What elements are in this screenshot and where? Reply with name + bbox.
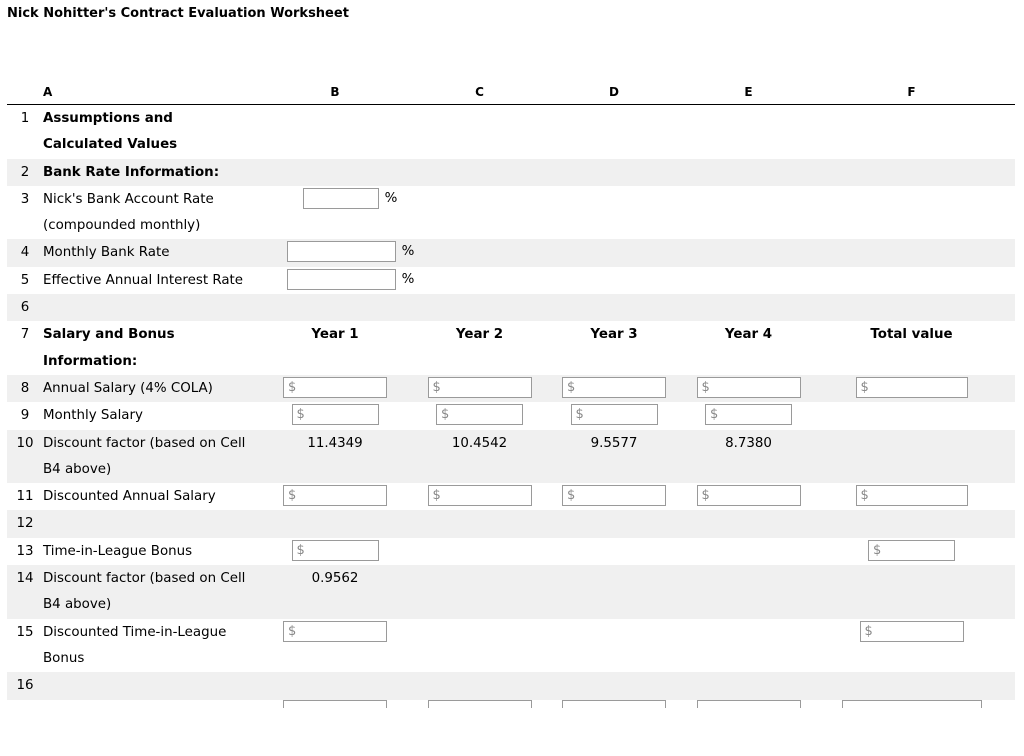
row-label: Nick's Bank Account Rate (compounded monthly): [43, 191, 214, 234]
percent-unit: %: [401, 271, 415, 287]
year-3-header: Year 3: [590, 327, 638, 343]
table-row: [7, 267, 1015, 294]
year-2-header: Year 2: [455, 327, 504, 343]
time-in-league-bonus-total-input[interactable]: $: [868, 540, 955, 561]
discounted-bonus-total-input[interactable]: $: [860, 621, 964, 642]
year-1-header: Year 1: [311, 327, 359, 343]
column-header-a: A: [43, 80, 250, 105]
table-row: [7, 239, 1015, 266]
table-row: [7, 538, 1015, 565]
column-header-d: D: [539, 80, 689, 105]
row-number: 15: [16, 624, 34, 640]
table-row: [7, 619, 1015, 673]
table-row: [7, 375, 1015, 402]
discounted-salary-total-input[interactable]: $: [856, 485, 968, 506]
table-row: [7, 186, 1015, 240]
row-label: Bank Rate Information:: [43, 159, 250, 186]
row-number: 3: [20, 191, 30, 207]
row-label: Monthly Bank Rate: [43, 239, 250, 266]
monthly-bank-rate-input[interactable]: [287, 241, 396, 262]
row-number: 8: [7, 375, 43, 402]
row-number: 2: [7, 159, 43, 186]
table-row: [7, 430, 1015, 484]
row-number: 13: [16, 543, 34, 559]
table-row: [7, 510, 1015, 537]
table-row: [7, 565, 1015, 619]
bonus-discount-factor-year1: 0.9562: [250, 565, 420, 619]
monthly-salary-year2-input[interactable]: $: [436, 404, 523, 425]
discounted-salary-year2-input[interactable]: $: [428, 485, 532, 506]
table-row: [7, 672, 1015, 699]
row-number: 1: [20, 111, 30, 126]
row-number: 12: [7, 510, 43, 537]
row-number: 11: [16, 489, 34, 505]
monthly-salary-year4-input[interactable]: $: [705, 404, 792, 425]
table-row: [7, 159, 1015, 186]
row-label: Salary and Bonus Information:: [43, 327, 175, 369]
row-number: 16: [7, 672, 43, 699]
row-label: Monthly Salary: [43, 408, 143, 424]
discounted-salary-year1-input[interactable]: $: [283, 485, 387, 506]
row-label: Assumptions and Calculated Values: [43, 111, 178, 153]
annual-salary-year4-input[interactable]: $: [697, 377, 801, 398]
year-4-header: Year 4: [724, 327, 773, 343]
monthly-salary-year1-input[interactable]: $: [292, 404, 379, 425]
row-label: Discounted Annual Salary: [43, 489, 216, 505]
table-row: [7, 321, 1015, 375]
discount-factor-year2: 10.4542: [420, 430, 539, 484]
discount-factor-year1: 11.4349: [250, 430, 420, 484]
table-row: [7, 483, 1015, 510]
bank-account-rate-input[interactable]: [303, 188, 379, 209]
annual-salary-year1-input[interactable]: $: [283, 377, 387, 398]
row-number: 14: [7, 565, 43, 619]
row-number: 5: [20, 272, 30, 288]
partial-input[interactable]: [428, 700, 532, 708]
percent-unit: %: [401, 244, 415, 260]
annual-salary-year3-input[interactable]: $: [562, 377, 666, 398]
row-label: Discounted Time-in-League Bonus: [43, 624, 227, 666]
table-row: [7, 700, 1015, 726]
table-row: [7, 294, 1015, 321]
row-label: Discount factor (based on Cell B4 above): [43, 430, 250, 484]
table-row: [7, 105, 1015, 159]
time-in-league-bonus-year1-input[interactable]: $: [292, 540, 379, 561]
row-label: Discount factor (based on Cell B4 above): [43, 565, 250, 619]
total-value-header: Total value: [870, 327, 953, 343]
row-number: 9: [20, 408, 30, 424]
row-label: Effective Annual Interest Rate: [43, 272, 244, 288]
worksheet-grid: [7, 80, 1015, 726]
row-number: 4: [7, 239, 43, 266]
table-row: [7, 402, 1015, 429]
partial-input[interactable]: [842, 700, 982, 708]
partial-input[interactable]: [562, 700, 666, 708]
discounted-salary-year3-input[interactable]: $: [562, 485, 666, 506]
partial-input[interactable]: [283, 700, 387, 708]
column-header-f: F: [808, 80, 1015, 105]
page-title: Nick Nohitter's Contract Evaluation Worksheet: [7, 6, 349, 21]
discount-factor-year4: 8.7380: [689, 430, 808, 484]
annual-salary-total-input[interactable]: $: [856, 377, 968, 398]
annual-salary-year2-input[interactable]: $: [428, 377, 532, 398]
row-number: 10: [7, 430, 43, 484]
column-header-c: C: [420, 80, 539, 105]
column-header-e: E: [689, 80, 808, 105]
row-label: Time-in-League Bonus: [43, 543, 193, 559]
column-header-b: B: [250, 80, 420, 105]
row-label: Annual Salary (4% COLA): [43, 375, 250, 402]
column-header-row: [7, 80, 1015, 105]
partial-input[interactable]: [697, 700, 801, 708]
discounted-salary-year4-input[interactable]: $: [697, 485, 801, 506]
discount-factor-year3: 9.5577: [539, 430, 689, 484]
row-number: 7: [20, 327, 30, 343]
monthly-salary-year3-input[interactable]: $: [571, 404, 658, 425]
effective-annual-rate-input[interactable]: [287, 269, 396, 290]
percent-unit: %: [384, 190, 398, 206]
row-number: 6: [7, 294, 43, 321]
discounted-bonus-year1-input[interactable]: $: [283, 621, 387, 642]
